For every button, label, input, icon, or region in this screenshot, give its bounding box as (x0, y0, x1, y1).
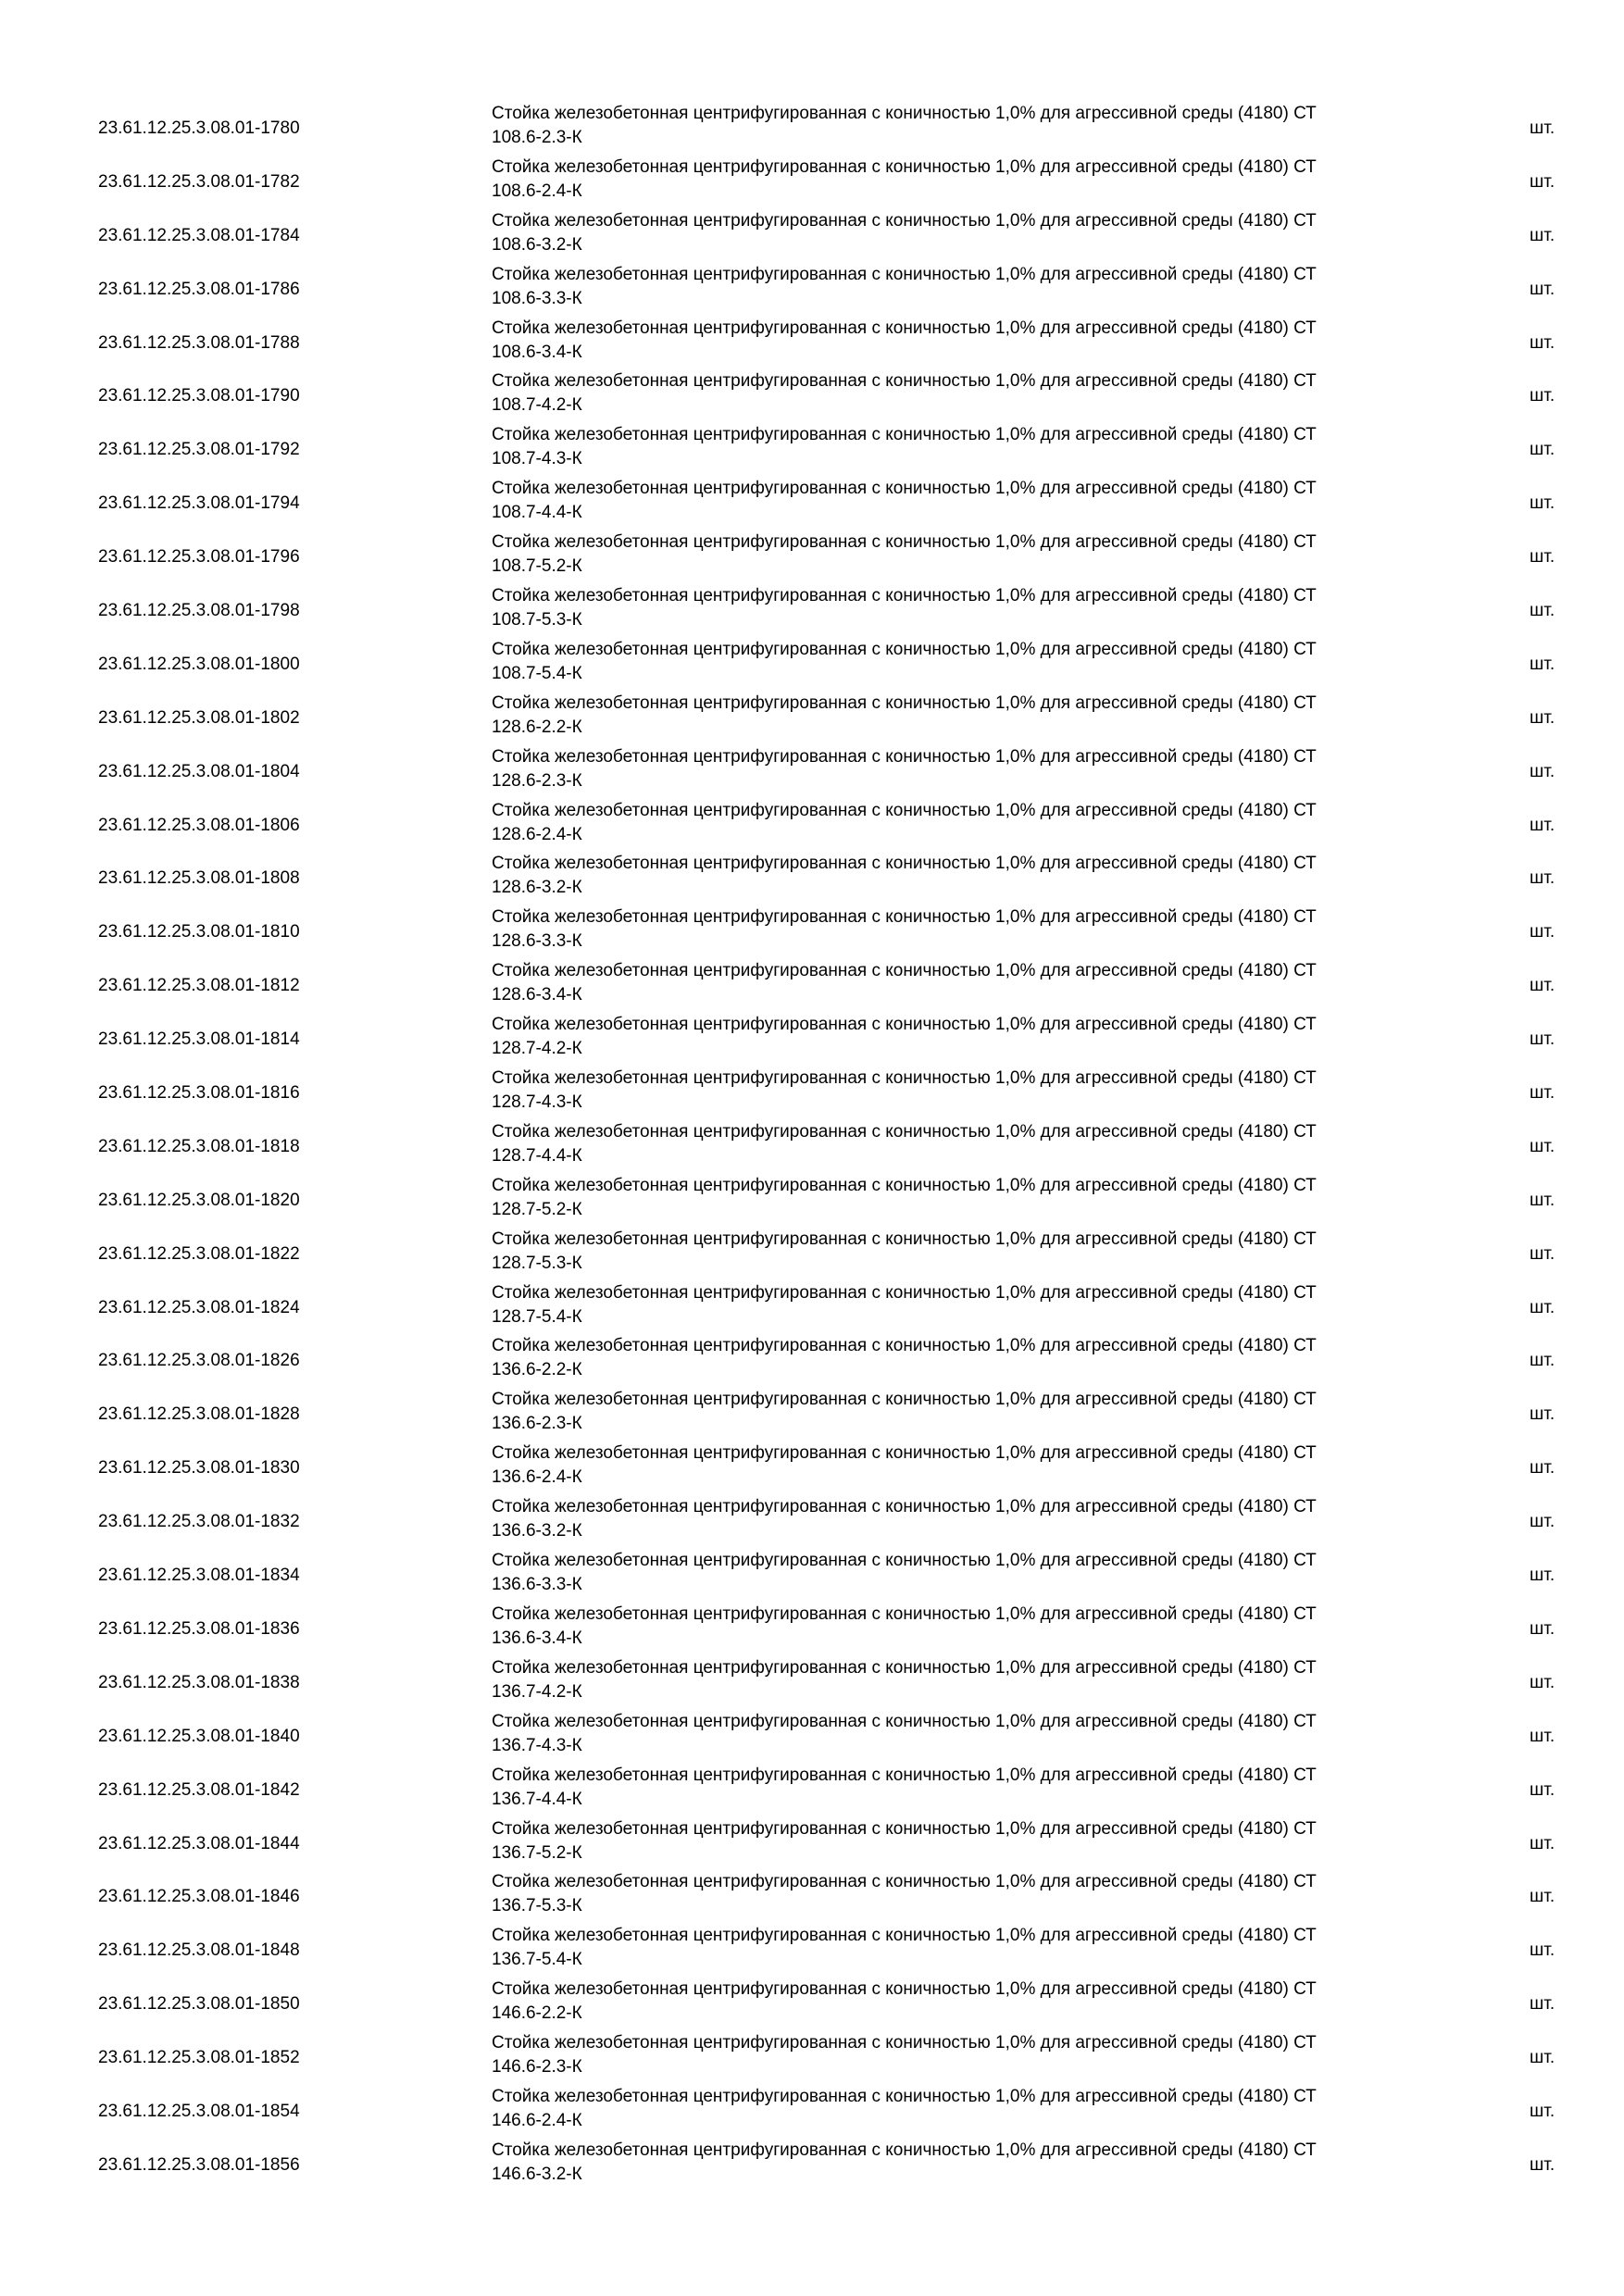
item-description (492, 1603, 1455, 1651)
item-description (492, 959, 1455, 1007)
item-code: 23.61.12.25.3.08.01-1794 (98, 493, 300, 514)
description-text: Стойка железобетонная центрифугированная с коничностью 1,0% для агрессивной среды (4180) СТ (492, 1603, 1317, 1624)
product-mark: 128.6-2.2-К (492, 717, 582, 737)
item-description (492, 1817, 1455, 1866)
description-text: Стойка железобетонная центрифугированная с коничностью 1,0% для агрессивной среды (4180) СТ (492, 1443, 1317, 1464)
product-mark: 108.7-5.2-К (492, 556, 582, 577)
unit-of-measure: шт. (1530, 1243, 1555, 1264)
item-description (492, 1281, 1455, 1329)
product-mark: 146.6-2.4-К (492, 2110, 582, 2130)
unit-of-measure: шт. (1530, 225, 1555, 245)
table-row (0, 1764, 1624, 1817)
unit-of-measure: шт. (1530, 1404, 1555, 1425)
description-text: Стойка железобетонная центрифугированная с коничностью 1,0% для агрессивной среды (4180) СТ (492, 1068, 1317, 1089)
item-code: 23.61.12.25.3.08.01-1792 (98, 440, 300, 460)
description-text: Стойка железобетонная центрифугированная с коничностью 1,0% для агрессивной среды (4180) СТ (492, 264, 1317, 284)
product-mark: 136.6-3.2-К (492, 1521, 582, 1541)
description-text: Стойка железобетонная центрифугированная с коничностью 1,0% для агрессивной среды (4180) СТ (492, 532, 1317, 553)
table-row (0, 799, 1624, 853)
unit-of-measure: шт. (1530, 868, 1555, 889)
table-row (0, 1656, 1624, 1710)
table-row (0, 1495, 1624, 1549)
table-row (0, 1549, 1624, 1603)
unit-of-measure: шт. (1530, 707, 1555, 728)
description-text: Стойка железобетонная центрифугированная с коничностью 1,0% для агрессивной среды (4180) СТ (492, 1551, 1317, 1571)
item-code: 23.61.12.25.3.08.01-1804 (98, 761, 300, 781)
description-text: Стойка железобетонная центрифугированная с коничностью 1,0% для агрессивной среды (4180) СТ (492, 156, 1317, 177)
unit-of-measure: шт. (1530, 1887, 1555, 1907)
product-mark: 128.7-4.2-К (492, 1039, 582, 1059)
product-mark: 128.7-5.3-К (492, 1253, 582, 1273)
product-mark: 136.7-5.2-К (492, 1842, 582, 1863)
table-row (0, 1710, 1624, 1764)
item-code: 23.61.12.25.3.08.01-1850 (98, 1994, 300, 2015)
table-row (0, 959, 1624, 1013)
item-description (492, 799, 1455, 847)
item-code: 23.61.12.25.3.08.01-1842 (98, 1779, 300, 1800)
item-description (492, 1174, 1455, 1222)
description-text: Стойка железобетонная центрифугированная с коничностью 1,0% для агрессивной среды (4180) СТ (492, 854, 1317, 874)
description-text: Стойка железобетонная центрифугированная с коничностью 1,0% для агрессивной среды (4180) СТ (492, 1872, 1317, 1892)
table-row (0, 530, 1624, 584)
table-row (0, 745, 1624, 799)
item-description (492, 1334, 1455, 1382)
table-row (0, 369, 1624, 423)
item-description (492, 1067, 1455, 1115)
description-text: Стойка железобетонная центрифугированная с коничностью 1,0% для агрессивной среды (4180) СТ (492, 2033, 1317, 2053)
item-code: 23.61.12.25.3.08.01-1854 (98, 2101, 300, 2121)
item-description (492, 102, 1455, 150)
item-description (492, 1013, 1455, 1061)
item-code: 23.61.12.25.3.08.01-1802 (98, 707, 300, 728)
item-description (492, 1441, 1455, 1490)
item-code: 23.61.12.25.3.08.01-1816 (98, 1083, 300, 1104)
description-text: Стойка железобетонная центрифугированная с коничностью 1,0% для агрессивной среды (4180) СТ (492, 1015, 1317, 1035)
product-mark: 108.6-3.4-К (492, 342, 582, 362)
item-code: 23.61.12.25.3.08.01-1856 (98, 2154, 300, 2175)
table-row (0, 2085, 1624, 2139)
unit-of-measure: шт. (1530, 1672, 1555, 1692)
product-mark: 108.6-3.2-К (492, 234, 582, 255)
description-text: Стойка железобетонная центрифугированная с коничностью 1,0% для агрессивной среды (4180) СТ (492, 425, 1317, 445)
item-description (492, 477, 1455, 525)
item-description (492, 1870, 1455, 1918)
description-text: Стойка железобетонная центрифугированная с коничностью 1,0% для агрессивной среды (4180) СТ (492, 639, 1317, 659)
product-mark: 136.7-5.4-К (492, 1950, 582, 1970)
unit-of-measure: шт. (1530, 332, 1555, 353)
description-text: Стойка железобетонная центрифугированная с коничностью 1,0% для агрессивной среды (4180) СТ (492, 586, 1317, 606)
unit-of-measure: шт. (1530, 1618, 1555, 1639)
description-text: Стойка железобетонная центрифугированная с коничностью 1,0% для агрессивной среды (4180) СТ (492, 800, 1317, 820)
table-row (0, 1924, 1624, 1978)
item-code: 23.61.12.25.3.08.01-1798 (98, 601, 300, 621)
description-text: Стойка железобетонная центрифугированная с коничностью 1,0% для агрессивной среды (4180) СТ (492, 1336, 1317, 1356)
item-description (492, 1710, 1455, 1758)
item-code: 23.61.12.25.3.08.01-1820 (98, 1190, 300, 1210)
item-description (492, 852, 1455, 900)
description-text: Стойка железобетонная центрифугированная с коничностью 1,0% для агрессивной среды (4180) СТ (492, 210, 1317, 231)
unit-of-measure: шт. (1530, 1351, 1555, 1371)
product-mark: 108.7-5.4-К (492, 663, 582, 683)
unit-of-measure: шт. (1530, 279, 1555, 299)
table-row (0, 209, 1624, 263)
product-mark: 136.6-2.3-К (492, 1414, 582, 1434)
item-description (492, 692, 1455, 740)
item-code: 23.61.12.25.3.08.01-1852 (98, 2048, 300, 2068)
table-row (0, 156, 1624, 209)
description-text: Стойка железобетонная центрифугированная с коничностью 1,0% для агрессивной среды (4180) СТ (492, 693, 1317, 713)
item-description (492, 369, 1455, 418)
product-mark: 108.7-4.4-К (492, 503, 582, 523)
item-description (492, 1924, 1455, 1972)
product-mark: 146.6-2.2-К (492, 2003, 582, 2024)
unit-of-measure: шт. (1530, 1512, 1555, 1532)
description-text: Стойка железобетонная центрифугированная с коничностью 1,0% для агрессивной среды (4180) СТ (492, 371, 1317, 392)
table-row (0, 263, 1624, 317)
item-code: 23.61.12.25.3.08.01-1796 (98, 547, 300, 568)
table-row (0, 1388, 1624, 1441)
description-text: Стойка железобетонная центрифугированная с коничностью 1,0% для агрессивной среды (4180) СТ (492, 1175, 1317, 1195)
item-code: 23.61.12.25.3.08.01-1830 (98, 1458, 300, 1479)
table-row (0, 692, 1624, 745)
item-description (492, 1388, 1455, 1436)
product-mark: 108.7-5.3-К (492, 610, 582, 630)
item-code: 23.61.12.25.3.08.01-1812 (98, 976, 300, 996)
item-description (492, 209, 1455, 257)
product-mark: 136.6-2.2-К (492, 1360, 582, 1380)
table-row (0, 2139, 1624, 2192)
description-text: Стойка железобетонная центрифугированная с коничностью 1,0% для агрессивной среды (4180) СТ (492, 746, 1317, 767)
description-text: Стойка железобетонная центрифугированная с коничностью 1,0% для агрессивной среды (4180) СТ (492, 2086, 1317, 2106)
table-row (0, 1067, 1624, 1120)
item-code: 23.61.12.25.3.08.01-1836 (98, 1618, 300, 1639)
item-code: 23.61.12.25.3.08.01-1788 (98, 332, 300, 353)
item-description (492, 530, 1455, 579)
product-mark: 146.6-3.2-К (492, 2164, 582, 2184)
item-code: 23.61.12.25.3.08.01-1808 (98, 868, 300, 889)
description-text: Стойка железобетонная центрифугированная с коничностью 1,0% для агрессивной среды (4180) СТ (492, 2140, 1317, 2160)
unit-of-measure: шт. (1530, 547, 1555, 568)
product-mark: 128.7-5.4-К (492, 1306, 582, 1327)
unit-of-measure: шт. (1530, 386, 1555, 406)
item-code: 23.61.12.25.3.08.01-1822 (98, 1243, 300, 1264)
description-text: Стойка железобетонная центрифугированная с коничностью 1,0% для агрессивной среды (4180) СТ (492, 479, 1317, 499)
table-row (0, 584, 1624, 638)
description-text: Стойка железобетонная центрифугированная с коничностью 1,0% для агрессивной среды (4180) СТ (492, 318, 1317, 338)
product-mark: 108.7-4.2-К (492, 395, 582, 416)
description-text: Стойка железобетонная центрифугированная с коничностью 1,0% для агрессивной среды (4180) СТ (492, 104, 1317, 123)
table-row (0, 1174, 1624, 1228)
item-description (492, 1228, 1455, 1276)
unit-of-measure: шт. (1530, 1994, 1555, 2015)
product-mark: 146.6-2.3-К (492, 2057, 582, 2078)
description-text: Стойка железобетонная центрифугированная с коничностью 1,0% для агрессивной среды (4180) СТ (492, 1926, 1317, 1946)
product-mark: 136.7-5.3-К (492, 1896, 582, 1916)
product-mark: 128.6-2.3-К (492, 770, 582, 791)
product-mark: 128.6-2.4-К (492, 824, 582, 844)
item-code: 23.61.12.25.3.08.01-1814 (98, 1029, 300, 1050)
table-row (0, 477, 1624, 530)
description-text: Стойка железобетонная центрифугированная с коничностью 1,0% для агрессивной среды (4180) СТ (492, 1229, 1317, 1249)
unit-of-measure: шт. (1530, 654, 1555, 674)
item-description (492, 2031, 1455, 2079)
table-row (0, 1334, 1624, 1388)
unit-of-measure: шт. (1530, 171, 1555, 192)
table-row (0, 423, 1624, 477)
item-code: 23.61.12.25.3.08.01-1848 (98, 1940, 300, 1961)
description-text: Стойка железобетонная центрифугированная с коничностью 1,0% для агрессивной среды (4180) СТ (492, 1765, 1317, 1785)
item-description (492, 1764, 1455, 1812)
table-row (0, 1870, 1624, 1924)
product-mark: 108.6-2.4-К (492, 181, 582, 201)
item-code: 23.61.12.25.3.08.01-1824 (98, 1297, 300, 1317)
item-code: 23.61.12.25.3.08.01-1834 (98, 1566, 300, 1586)
product-mark: 108.6-3.3-К (492, 288, 582, 308)
table-row (0, 1978, 1624, 2031)
product-mark: 128.7-5.2-К (492, 1199, 582, 1219)
description-text: Стойка железобетонная центрифугированная с коничностью 1,0% для агрессивной среды (4180) СТ (492, 1282, 1317, 1303)
unit-of-measure: шт. (1530, 1136, 1555, 1156)
table-row (0, 1817, 1624, 1871)
unit-of-measure: шт. (1530, 1190, 1555, 1210)
item-description (492, 263, 1455, 311)
unit-of-measure: шт. (1530, 2048, 1555, 2068)
table-row (0, 638, 1624, 692)
item-code: 23.61.12.25.3.08.01-1832 (98, 1512, 300, 1532)
unit-of-measure: шт. (1530, 493, 1555, 514)
unit-of-measure: шт. (1530, 815, 1555, 835)
table-row (0, 1441, 1624, 1495)
item-description (492, 2085, 1455, 2133)
table-row (0, 1120, 1624, 1174)
item-code: 23.61.12.25.3.08.01-1784 (98, 225, 300, 245)
product-mark: 136.7-4.3-К (492, 1735, 582, 1755)
unit-of-measure: шт. (1530, 1779, 1555, 1800)
table-row (0, 1228, 1624, 1281)
description-text: Стойка железобетонная центрифугированная с коничностью 1,0% для агрессивной среды (4180) СТ (492, 1979, 1317, 2000)
description-text: Стойка железобетонная центрифугированная с коничностью 1,0% для агрессивной среды (4180) СТ (492, 1121, 1317, 1142)
item-code: 23.61.12.25.3.08.01-1800 (98, 654, 300, 674)
item-description (492, 317, 1455, 365)
table-row (0, 2031, 1624, 2085)
unit-of-measure: шт. (1530, 1029, 1555, 1050)
item-code: 23.61.12.25.3.08.01-1840 (98, 1726, 300, 1746)
price-list-table (0, 102, 1624, 2192)
item-code: 23.61.12.25.3.08.01-1828 (98, 1404, 300, 1425)
table-row (0, 1603, 1624, 1656)
item-code: 23.61.12.25.3.08.01-1844 (98, 1833, 300, 1853)
product-mark: 128.7-4.3-К (492, 1092, 582, 1113)
product-mark: 136.7-4.2-К (492, 1681, 582, 1702)
item-code: 23.61.12.25.3.08.01-1790 (98, 386, 300, 406)
description-text: Стойка железобетонная центрифугированная с коничностью 1,0% для агрессивной среды (4180) СТ (492, 1497, 1317, 1517)
table-row (0, 102, 1624, 156)
product-mark: 128.6-3.3-К (492, 931, 582, 952)
item-code: 23.61.12.25.3.08.01-1826 (98, 1351, 300, 1371)
item-description (492, 2139, 1455, 2187)
unit-of-measure: шт. (1530, 1726, 1555, 1746)
item-description (492, 745, 1455, 793)
unit-of-measure: шт. (1530, 601, 1555, 621)
table-row (0, 852, 1624, 905)
item-description (492, 584, 1455, 632)
unit-of-measure: шт. (1530, 2154, 1555, 2175)
item-description (492, 1656, 1455, 1704)
item-code: 23.61.12.25.3.08.01-1810 (98, 922, 300, 942)
item-code: 23.61.12.25.3.08.01-1786 (98, 279, 300, 299)
item-code: 23.61.12.25.3.08.01-1806 (98, 815, 300, 835)
product-mark: 136.7-4.4-К (492, 1789, 582, 1809)
unit-of-measure: шт. (1530, 1083, 1555, 1104)
product-mark: 128.6-3.2-К (492, 878, 582, 898)
unit-of-measure: шт. (1530, 1566, 1555, 1586)
description-text: Стойка железобетонная центрифугированная с коничностью 1,0% для агрессивной среды (4180) СТ (492, 1390, 1317, 1410)
product-mark: 136.6-3.3-К (492, 1575, 582, 1595)
unit-of-measure: шт. (1530, 761, 1555, 781)
description-text: Стойка железобетонная центрифугированная с коничностью 1,0% для агрессивной среды (4180) СТ (492, 1818, 1317, 1839)
item-code: 23.61.12.25.3.08.01-1818 (98, 1136, 300, 1156)
item-description (492, 156, 1455, 204)
unit-of-measure: шт. (1530, 440, 1555, 460)
table-row (0, 317, 1624, 370)
table-row (0, 1013, 1624, 1067)
product-mark: 128.7-4.4-К (492, 1145, 582, 1166)
unit-of-measure: шт. (1530, 1833, 1555, 1853)
unit-of-measure: шт. (1530, 922, 1555, 942)
unit-of-measure: шт. (1530, 976, 1555, 996)
description-text: Стойка железобетонная центрифугированная с коничностью 1,0% для агрессивной среды (4180) СТ (492, 961, 1317, 981)
item-description (492, 638, 1455, 686)
unit-of-measure: шт. (1530, 1297, 1555, 1317)
product-mark: 108.6-2.3-К (492, 128, 582, 147)
table-row (0, 905, 1624, 959)
unit-of-measure: шт. (1530, 2101, 1555, 2121)
description-text: Стойка железобетонная центрифугированная с коничностью 1,0% для агрессивной среды (4180) СТ (492, 1711, 1317, 1731)
item-description (492, 423, 1455, 471)
item-description (492, 1495, 1455, 1543)
item-description (492, 905, 1455, 954)
description-text: Стойка железобетонная центрифугированная с коничностью 1,0% для агрессивной среды (4180) СТ (492, 907, 1317, 928)
table-row (0, 1281, 1624, 1335)
unit-of-measure: шт. (1530, 119, 1555, 138)
item-code: 23.61.12.25.3.08.01-1782 (98, 171, 300, 192)
item-code: 23.61.12.25.3.08.01-1838 (98, 1672, 300, 1692)
product-mark: 136.6-2.4-К (492, 1467, 582, 1488)
item-description (492, 1549, 1455, 1597)
item-code: 23.61.12.25.3.08.01-1780 (98, 119, 300, 138)
product-mark: 136.6-3.4-К (492, 1628, 582, 1648)
description-text: Стойка железобетонная центрифугированная с коничностью 1,0% для агрессивной среды (4180) СТ (492, 1657, 1317, 1678)
unit-of-measure: шт. (1530, 1458, 1555, 1479)
item-description (492, 1120, 1455, 1168)
product-mark: 128.6-3.4-К (492, 985, 582, 1005)
item-description (492, 1978, 1455, 2026)
product-mark: 108.7-4.3-К (492, 449, 582, 469)
unit-of-measure: шт. (1530, 1940, 1555, 1961)
item-code: 23.61.12.25.3.08.01-1846 (98, 1887, 300, 1907)
